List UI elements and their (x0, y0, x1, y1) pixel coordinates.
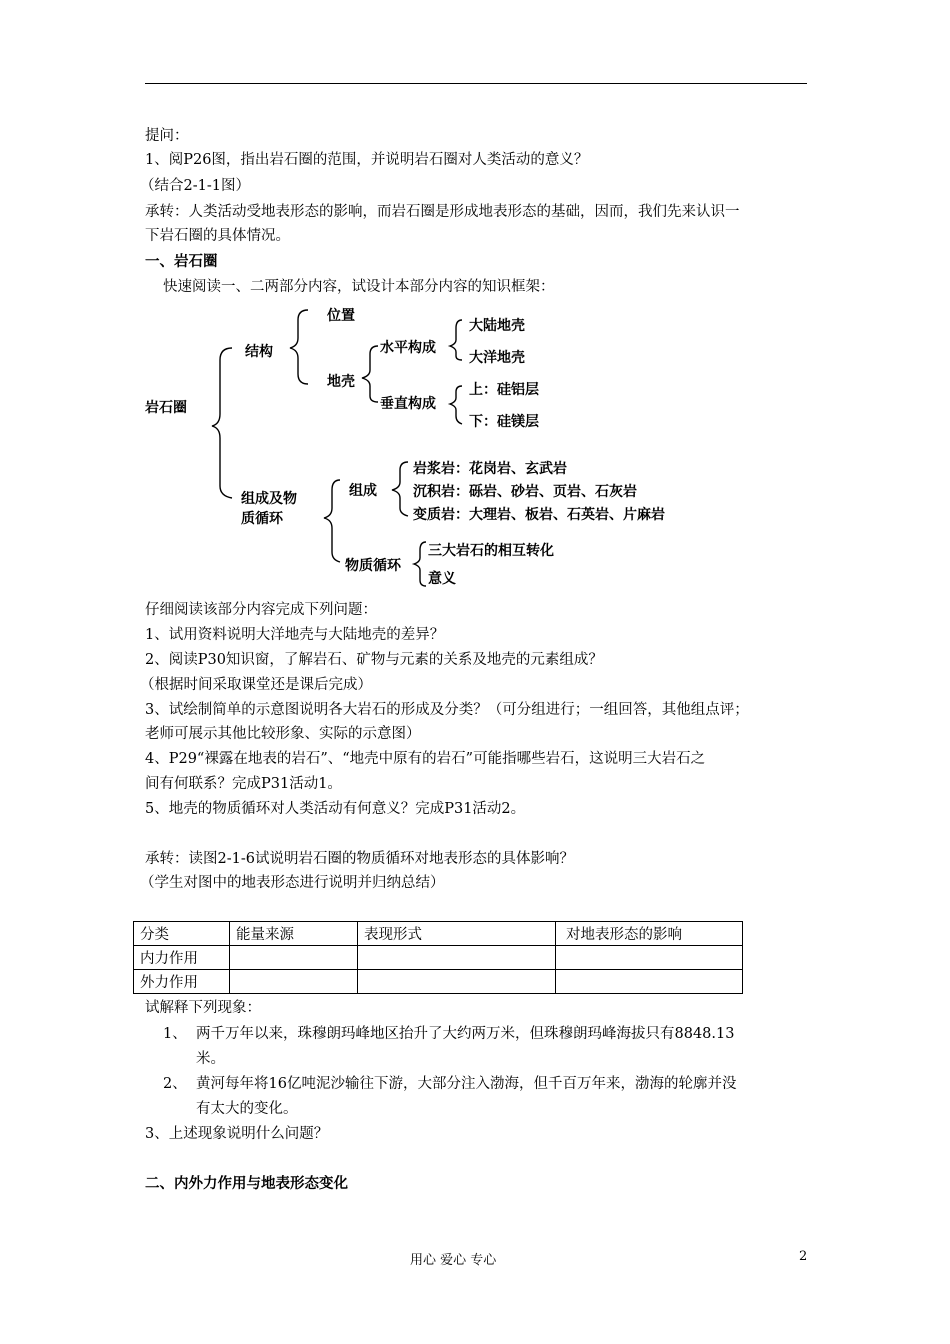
careful-question-1: 1、试用资料说明大洋地壳与大陆地壳的差异？ (145, 627, 445, 643)
diagram-vertical: 垂直构成 (380, 396, 436, 412)
careful-question-3b: 老师可展示其他比较形象、实际的示意图） (145, 726, 421, 742)
transition-1a: 承转：人类活动受地表形态的影响，而岩石圈是形成地表形态的基础，因而，我们先来认识一 (145, 204, 740, 220)
table-cell (230, 946, 358, 970)
diagram-significance: 意义 (428, 571, 456, 587)
diagram-oceanic-crust: 大洋地壳 (469, 350, 525, 366)
force-table (133, 921, 743, 994)
table-cell: 内力作用 (134, 946, 230, 970)
table-header: 表现形式 (358, 922, 556, 946)
diagram-root: 岩石圈 (145, 400, 187, 416)
phenomenon-2-number: 2、 (163, 1076, 187, 1092)
question-1-note: （结合2-1-1图） (140, 178, 250, 194)
composition-cycle-brace (324, 480, 340, 562)
section-2-title: 二、内外力作用与地表形态变化 (145, 1176, 348, 1192)
diagram-crust: 地壳 (327, 374, 355, 390)
careful-question-3a: 3、试绘制简单的示意图说明各大岩石的形成及分类？（可分组进行；一组回答，其他组点评； (145, 702, 749, 718)
careful-question-4a: 4、P29“裸露在地表的岩石”、“地壳中原有的岩石”可能指哪些岩石，这说明三大岩石之 (145, 751, 706, 767)
diagram-horizontal: 水平构成 (380, 340, 436, 356)
horizontal-brace (450, 320, 462, 360)
table-cell (556, 946, 743, 970)
careful-question-4b: 间有何联系？完成P31活动1。 (145, 776, 342, 792)
composition-brace (392, 462, 408, 516)
transition-1b: 下岩石圈的具体情况。 (145, 228, 290, 244)
careful-question-2-note: （根据时间采取课堂还是课后完成） (140, 677, 372, 693)
table-cell (556, 970, 743, 994)
vertical-brace (450, 386, 462, 424)
transition-2: 承转：读图2-1-6试说明岩石圈的物质循环对地表形态的具体影响？ (145, 851, 574, 867)
quick-read-instruction: 快速阅读一、二两部分内容，试设计本部分内容的知识框架： (163, 279, 555, 295)
table-cell: 外力作用 (134, 970, 230, 994)
footer-slogan: 用心 爱心 专心 (410, 1253, 497, 1268)
phenomenon-1a: 两千万年以来，珠穆朗玛峰地区抬升了大约两万米，但珠穆朗玛峰海拔只有8848.13 (196, 1026, 735, 1042)
knowledge-framework-braces (0, 0, 950, 620)
diagram-material-cycle: 物质循环 (345, 558, 401, 574)
structure-brace (290, 310, 308, 384)
crust-brace (362, 346, 378, 402)
phenomenon-2b: 有太大的变化。 (196, 1101, 298, 1117)
diagram-composition-cycle-a: 组成及物 (241, 491, 297, 507)
table-header: 分类 (134, 922, 230, 946)
page-number: 2 (799, 1249, 808, 1264)
diagram-lower-layer: 下：硅镁层 (469, 414, 539, 430)
careful-read-instruction: 仔细阅读该部分内容完成下列问题： (145, 602, 377, 618)
diagram-composition-cycle-b: 质循环 (241, 511, 283, 527)
table-header-row (134, 922, 743, 946)
question-label: 提问： (145, 128, 189, 144)
diagram-upper-layer: 上：硅铝层 (469, 382, 539, 398)
diagram-conversion: 三大岩石的相互转化 (428, 543, 554, 559)
phenomenon-2a: 黄河每年将16亿吨泥沙输往下游，大部分注入渤海，但千百万年来，渤海的轮廓并没 (196, 1076, 737, 1092)
diagram-continental-crust: 大陆地壳 (469, 318, 525, 334)
question-1: 1、阅P26图，指出岩石圈的范围，并说明岩石圈对人类活动的意义？ (145, 152, 589, 168)
table-header: 能量来源 (230, 922, 358, 946)
careful-question-5: 5、地壳的物质循环对人类活动有何意义？完成P31活动2。 (145, 801, 526, 817)
table-row (134, 970, 743, 994)
table-cell (230, 970, 358, 994)
material-cycle-brace (414, 542, 426, 586)
careful-question-2: 2、阅读P30知识窗，了解岩石、矿物与元素的关系及地壳的元素组成？ (145, 652, 603, 668)
phenomenon-1-number: 1、 (163, 1026, 187, 1042)
table-cell (358, 970, 556, 994)
explain-label: 试解释下列现象： (145, 1000, 261, 1016)
diagram-structure: 结构 (245, 344, 273, 360)
diagram-composition: 组成 (349, 483, 377, 499)
diagram-metamorphic: 变质岩：大理岩、板岩、石英岩、片麻岩 (413, 507, 665, 523)
table-cell (358, 946, 556, 970)
root-brace (212, 348, 232, 498)
table-row (134, 946, 743, 970)
table-header: 对地表形态的影响 (556, 922, 743, 946)
phenomenon-1b: 米。 (196, 1051, 225, 1067)
section-1-title: 一、岩石圈 (145, 254, 218, 270)
diagram-sedimentary: 沉积岩：砾岩、砂岩、页岩、石灰岩 (413, 484, 637, 500)
phenomenon-3: 3、上述现象说明什么问题？ (145, 1126, 329, 1142)
diagram-igneous: 岩浆岩：花岗岩、玄武岩 (413, 461, 567, 477)
diagram-position: 位置 (327, 308, 355, 324)
transition-2-note: （学生对图中的地表形态进行说明并归纳总结） (140, 875, 445, 891)
